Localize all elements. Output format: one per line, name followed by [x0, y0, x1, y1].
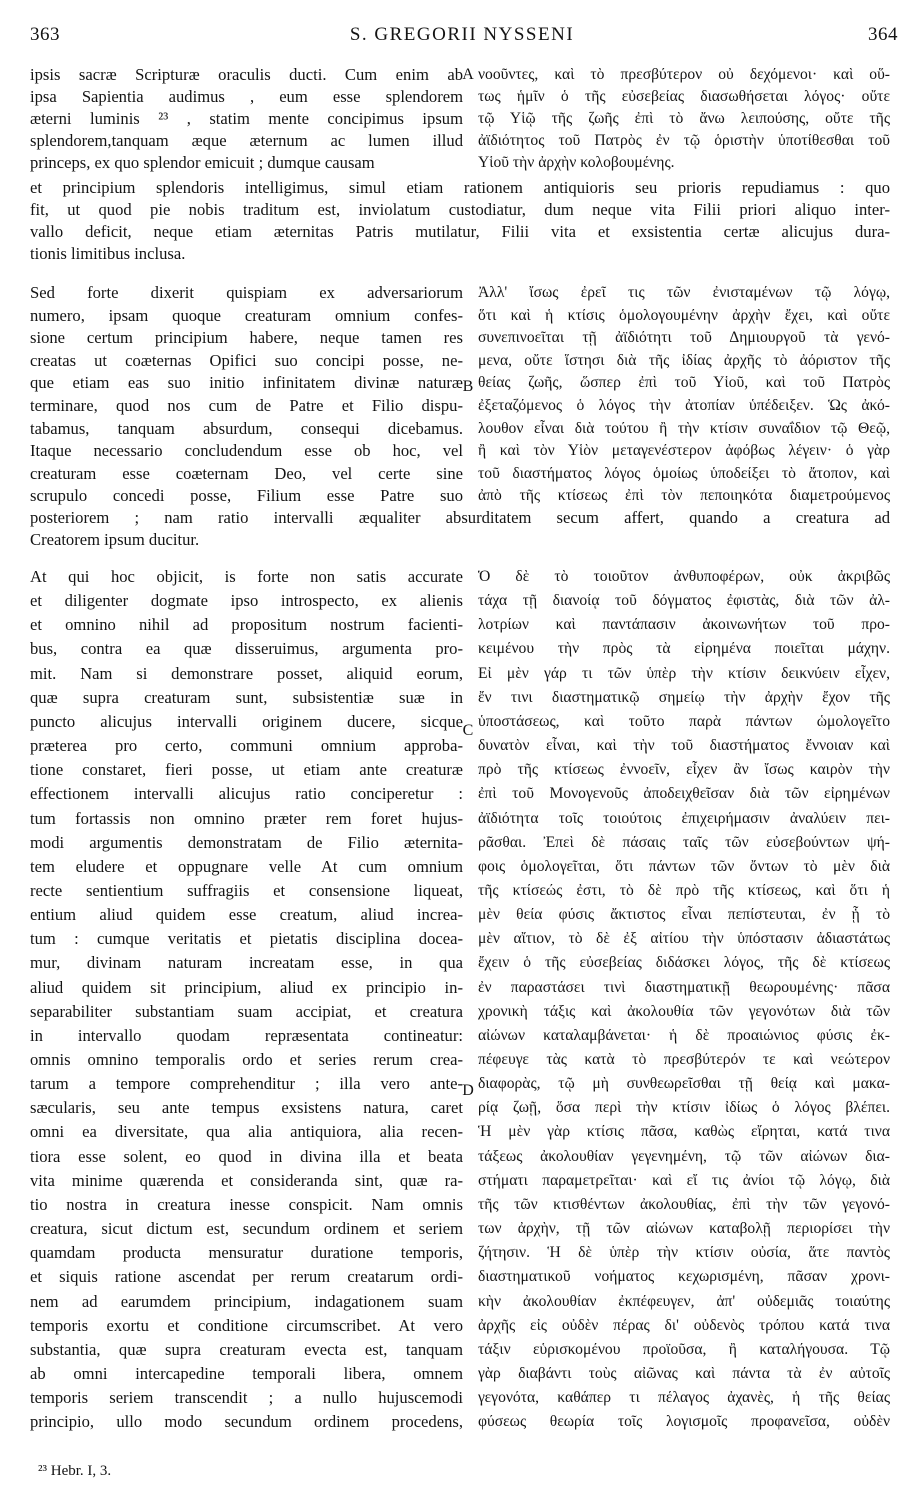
text-line: fit, ut quod pie nobis traditum est, inviolatum custodiatur, dum neque vita Filii priori aliquo inter- [30, 200, 890, 219]
text-line: δυνατὸν εἶναι, καὶ τὴν τοῦ διαστήματος ἔννοιαν καὶ [478, 737, 890, 755]
text-line: et omnino nihil ad propositum nostrum facienti- [30, 615, 463, 635]
text-line: θείας ζωῆς, ὥσπερ ἐπὶ τοῦ Υἱοῦ, καὶ τοῦ Πατρὸς [478, 374, 890, 392]
text-line: στήματι παραμετρεῖται· καὶ εἴ τις ἀνίοι τῷ λόγῳ, διὰ [478, 1171, 890, 1189]
text-line: vallo deficit, neque etiam æternitas Patris mutilatur, Filii vita et exsistentia certæ alicujus dura- [30, 222, 890, 241]
text-line: temporis exortu et conditione circumscribet. At vero [30, 1315, 463, 1335]
margin-marker-c: C [462, 722, 474, 739]
text-line: præterea pro certo, communi omnium approba- [30, 736, 463, 756]
text-line: τως ἡμῖν ὁ τῆς εὐσεβείας διασωθήσεται λόγος· οὔτε [478, 88, 890, 105]
text-line: ζήτησιν. Ἡ δὲ ὑπὲρ τὴν κτίσιν οὐσία, ἅτε παντὸς [478, 1244, 890, 1262]
text-line: πέφευγε τὰς κατὰ τὸ πρεσβύτερόν τε καὶ νεώτερον [478, 1051, 890, 1068]
text-line: φοις ὁμολογεῖται, ὅτι πάντων τῶν ὄντων τὸ μὲν διὰ [478, 857, 890, 875]
text-line: et siquis ratione ascendat per rerum creatarum ordi- [30, 1267, 463, 1287]
margin-marker-a: A [462, 66, 474, 83]
text-line: τάξεως ἀκολουθίαν γεγενημένη, τῷ τῶν αἰώνων δια- [478, 1147, 890, 1165]
text-line: ἀρχῆς εἰς οὐδὲν πέρας δι' οὐδενὸς τρόπου κατά τινα [478, 1316, 890, 1334]
text-line: Ἀλλ' ἴσως ἐρεῖ τις τῶν ἐνισταμένων τῷ λόγῳ, [478, 284, 890, 301]
text-line: ρίᾳ ζωῇ, ὅσα περὶ τὴν κτίσιν ἰδίως ὁ λόγος βλέπει. [478, 1099, 890, 1117]
text-line: νοοῦντες, καὶ τὸ πρεσβύτερον οὐ δεχόμενοι· καὶ οὕ- [478, 66, 890, 83]
page-number-right: 364 [868, 24, 898, 45]
text-line: principio, ullo modo secundum ordinem procedens, [30, 1412, 463, 1432]
text-line: πρὸ τῆς κτίσεως ἐννοεῖν, εἶχεν ἂν ἴσως καιρὸν τὴν [478, 761, 890, 779]
text-line: τῷ Υἱῷ τῆς ζωῆς ἐπὶ τὸ ἄνω λειπούσης, οὔτε τῆς [478, 110, 890, 127]
text-line: διαφορὰς, τῷ μὴ συνθεωρεῖσθαι τῇ θείᾳ καὶ μακα- [478, 1075, 890, 1093]
page-number-left: 363 [30, 24, 60, 45]
margin-marker-d: D [462, 1082, 474, 1099]
text-line: modi argumentis demonstratam de Filio æternita- [30, 832, 463, 852]
text-line: ἀπὸ τῆς κτίσεως ἐπὶ τὸν πεποιηκότα διαμετρούμενος [478, 487, 890, 505]
text-line: Sed forte dixerit quispiam ex adversariorum [30, 283, 463, 302]
text-line: creatas ut coæternas Opifici suo concipi posse, ne- [30, 350, 463, 370]
text-line: sæcularis, seu ante tempus exsistens natura, caret [30, 1098, 463, 1118]
text-line: quamdam producta mensuratur duratione temporis, [30, 1243, 463, 1263]
text-line: διαστηματικοῦ νοήματος κεχωρισμένη, πᾶσαν χρονι- [478, 1268, 890, 1286]
text-line: ἔν τινι διαστηματικῷ σημείῳ τὴν ἀρχὴν ἔχον τῆς [478, 688, 890, 706]
text-line: quæ supra creaturam sunt, subsistentiæ suæ in [30, 687, 463, 707]
text-line: effectionem intervalli alicujus ratio conciperetur : [30, 784, 463, 804]
text-line: λοτρίων καὶ παντάπασιν ἀκοινωνήτων τοῦ προ- [478, 616, 890, 634]
text-line: ipsa Sapientia audimus , eum esse splendorem [30, 87, 463, 106]
text-line: Creatorem ipsum ducitur. [30, 530, 200, 549]
text-line: Ἡ μὲν γὰρ κτίσις πᾶσα, καθὼς εἴρηται, κατά τινα [478, 1123, 890, 1141]
text-line: æterni luminis ²³ , statim mente concipimus ipsum [30, 109, 463, 128]
text-line: ὑποστάσεως, καὶ τοῦτο παρὰ πάντων ὡμολογεῖτο [478, 712, 890, 730]
text-line: τῆς κτίσεώς ἐστι, τὸ δὲ πρὸ τῆς κτίσεως, καὶ ὅτι ἡ [478, 881, 890, 899]
text-line: entium aliud quidem esse creatum, aliud increa- [30, 905, 463, 925]
text-line: τάχα τῇ διανοίᾳ τοῦ δόγματος ἐφιστὰς, διὰ τῶν ἀλ- [478, 592, 890, 610]
text-line: puncto alicujus intervalli originem ducere, sicque [30, 711, 463, 731]
text-line: omnis omnino temporalis ordo et series rerum crea- [30, 1050, 463, 1069]
text-line: tio nostra in creatura inesse conspicit. Nam omnis [30, 1194, 463, 1214]
text-line: tione constaret, fieri posse, ut etiam ante creaturæ [30, 760, 463, 780]
text-line: φύσεως θεωρία τοῖς λογισμοῖς προφανεῖσα, οὐδὲν [478, 1413, 890, 1431]
text-line: ἔχειν ὁ τῆς εὐσεβείας διδάσκει λόγος, τῆς δὲ κτίσεως [478, 954, 890, 972]
text-line: posteriorem ; nam ratio intervalli æqualiter absurditatem secum affert, quando a creatura ad [30, 508, 890, 527]
text-line: τῆς τῶν κτισθέντων ἀκολουθίας, ἐπὶ τὴν τῶν γεγονό- [478, 1195, 890, 1213]
text-line: et principium splendoris intelligimus, simul etiam rationem antiquioris seu prioris repudiamus : quo [30, 178, 890, 197]
text-line: tabamus, tanquam absurdum, consequi dicebamus. [30, 418, 463, 438]
text-line: creaturam esse coæternam Deo, vel certe sine [30, 463, 463, 483]
text-line: sione certum principium habere, neque tamen res [30, 328, 463, 348]
text-line: γεγονότα, καθάπερ τι πέλαγος ἀχανὲς, ἡ τῆς θείας [478, 1389, 890, 1407]
text-line: μενα, οὔτε ἵστησι διὰ τῆς ἰδίας ἀρχῆς τὸ ἀόριστον τῆς [478, 351, 890, 369]
text-line: ἐξεταζόμενος ὁ λόγος τὴν ἀτοπίαν ὑπέδειξεν. Ὡς ἀκό- [478, 397, 890, 414]
text-line: nem ad earumdem principium, indagationem suam [30, 1291, 463, 1311]
text-line: των ἀρχὴν, τῇ τῶν αἰώνων καταβολῇ περιορίσει τὴν [478, 1220, 890, 1238]
running-header [0, 24, 924, 52]
text-line: ἀϊδιότητος τοῦ Πατρὸς ἐν τῷ ὁριστὴν ὑποτίθεσθαι τοῦ [478, 132, 890, 149]
text-line: γὰρ διαβάντι τοὺς αἰῶνας καὶ πάντα τὰ ἐν αὐτοῖς [478, 1364, 890, 1382]
text-line: in intervallo quodam repræsentata contineatur: [30, 1025, 463, 1045]
text-line: aliud quidem sit principium, aliud ex principio in- [30, 977, 463, 997]
text-line: mur, divinam naturam increatam esse, in qua [30, 953, 463, 973]
text-line: temporis seriem transcendit ; a nullo hujuscemodi [30, 1388, 463, 1408]
text-line: τοῦ διαστήματος λόγος ὁμοίως ὑποδείξει τὸ ἄτοπον, καὶ [478, 464, 890, 482]
text-line: tum fortassis non omnino præter rem foret hujus- [30, 808, 463, 828]
text-line: συνεπινοεῖται τῇ ἀϊδιότητι τοῦ Δημιουργοῦ τὰ γενό- [478, 329, 890, 347]
text-line: separabiliter substantiam suam accipiat, et creatura [30, 1001, 463, 1021]
text-line: tionis limitibus inclusa. [30, 244, 186, 263]
text-line: At qui hoc objicit, is forte non satis accurate [30, 567, 463, 586]
text-line: ἢ καὶ τὸν Υἱὸν μεταγενέστερον ἀφόβως λέγειν· ὁ γὰρ [478, 442, 890, 460]
text-line: Υἱοῦ τὴν ἀρχὴν κολοβουμένης. [478, 154, 675, 171]
text-line: omni ea diversitate, qua alia antiquiora, alia recen- [30, 1122, 463, 1142]
text-line: et diligenter dogmate ipso introspecto, ex alienis [30, 591, 463, 611]
text-line: αἰώνων καταλαμβάνεται· ἡ δὲ προαιώνιος φύσις ἐκ- [478, 1026, 890, 1044]
text-line: χρονικὴ τάξις καὶ ἀκολουθία τῶν γεγονότων διὰ τῶν [478, 1002, 890, 1020]
text-line: bus, contra ea quæ disseruimus, argumenta pro- [30, 639, 463, 659]
text-line: numero, ipsam quoque creaturam omnium confes- [30, 305, 463, 325]
text-line: creatura, sicut dictum est, secundum ordinem et seriem [30, 1219, 463, 1239]
text-line: ἀϊδιότητα τοῖς τοιούτοις ἐπιχειρήμασιν ἀναλύειν πει- [478, 809, 890, 827]
text-line: que etiam eas suo initio infinitatem divinæ naturæ [30, 373, 463, 393]
text-line: τάξιν εὑρισκομένου προϊοῦσα, ἢ καταλήγουσα. Τῷ [478, 1340, 890, 1358]
text-line: ἐπὶ τοῦ Μονογενοῦς ἀποδειχθεῖσαν διὰ τῶν εἰρημένων [478, 785, 890, 803]
text-line: tarum a tempore comprehenditur ; illa vero ante- [30, 1074, 463, 1094]
text-line: vita minime quærenda et consideranda sint, quæ ra- [30, 1170, 463, 1190]
text-line: κὴν ἀκολουθίαν ἐκπέφευγεν, ἀπ' οὐδεμιᾶς τοιαύτης [478, 1292, 890, 1310]
text-line: ὅτι καὶ ἡ κτίσις ὁμολογουμένην ἀρχὴν ἔχει, καὶ οὔτε [478, 306, 890, 324]
text-line: Ὁ δὲ τὸ τοιοῦτον ἀνθυποφέρων, οὐκ ἀκριβῶς [478, 568, 890, 585]
text-line: ρᾶσθαι. Ἐπεὶ δὲ πάσαις ταῖς τῶν εὐσεβούντων ψή- [478, 833, 890, 851]
text-line: recte sentientium suffragiis et consensione liqueat, [30, 880, 463, 900]
text-line: tem eludere et oppugnare velle At cum omnium [30, 856, 463, 876]
text-line: μὲν αἴτιον, τὸ δὲ ἐξ αἰτίου τὴν ὑπόστασιν ἀδιαστάτως [478, 930, 890, 948]
text-line: terminare, quod nos cum de Patre et Filio dispu- [30, 396, 463, 415]
text-line: μὲν θεία φύσις ἄκτιστος εἶναι πεπίστευται, ἐν ᾗ τὸ [478, 906, 890, 924]
text-line: scrupulo concedi posse, Filium esse Patre suo [30, 486, 463, 506]
text-line: splendorem,tanquam æque æternum ac lumen illud [30, 131, 463, 150]
text-line: substantia, quæ supra creaturam evecta est, tanquam [30, 1339, 463, 1359]
footnote: ²³ Hebr. I, 3. [38, 1463, 112, 1479]
text-line: ipsis sacræ Scripturæ oraculis ducti. Cum enim ab [30, 65, 463, 84]
text-line: tiora esse solent, eo quod in divina illa et beata [30, 1146, 463, 1166]
text-line: mit. Nam si demonstrare posset, aliquid eorum, [30, 663, 463, 683]
text-line: tum : cumque veritatis et pietatis disciplina doceа- [30, 929, 463, 949]
text-line: λουθον εἶναι διὰ τούτου ἢ τὴν κτίσιν συναΐδιον τῷ Θεῷ, [478, 419, 890, 437]
running-title: S. GREGORII NYSSENI [349, 24, 575, 45]
text-line: ἐν παραστάσει τινὶ διαστηματικῇ θεωρουμένης· πᾶσα [478, 978, 890, 996]
text-line: ab omni intercapedine temporali libera, omnem [30, 1363, 463, 1383]
text-line: princeps, ex quo splendor emicuit ; dumque causam [30, 153, 375, 172]
margin-marker-b: B [462, 378, 474, 395]
text-line: Itaque necessario concludendum esse ob hoc, vel [30, 441, 463, 461]
text-line: κειμένου τὴν πρὸς τὰ εἰρημένα ποιεῖται μάχην. [478, 640, 890, 658]
text-line: Εἰ μὲν γάρ τι τῶν ὑπὲρ τὴν κτίσιν δεικνύειν εἶχεν, [478, 664, 890, 682]
